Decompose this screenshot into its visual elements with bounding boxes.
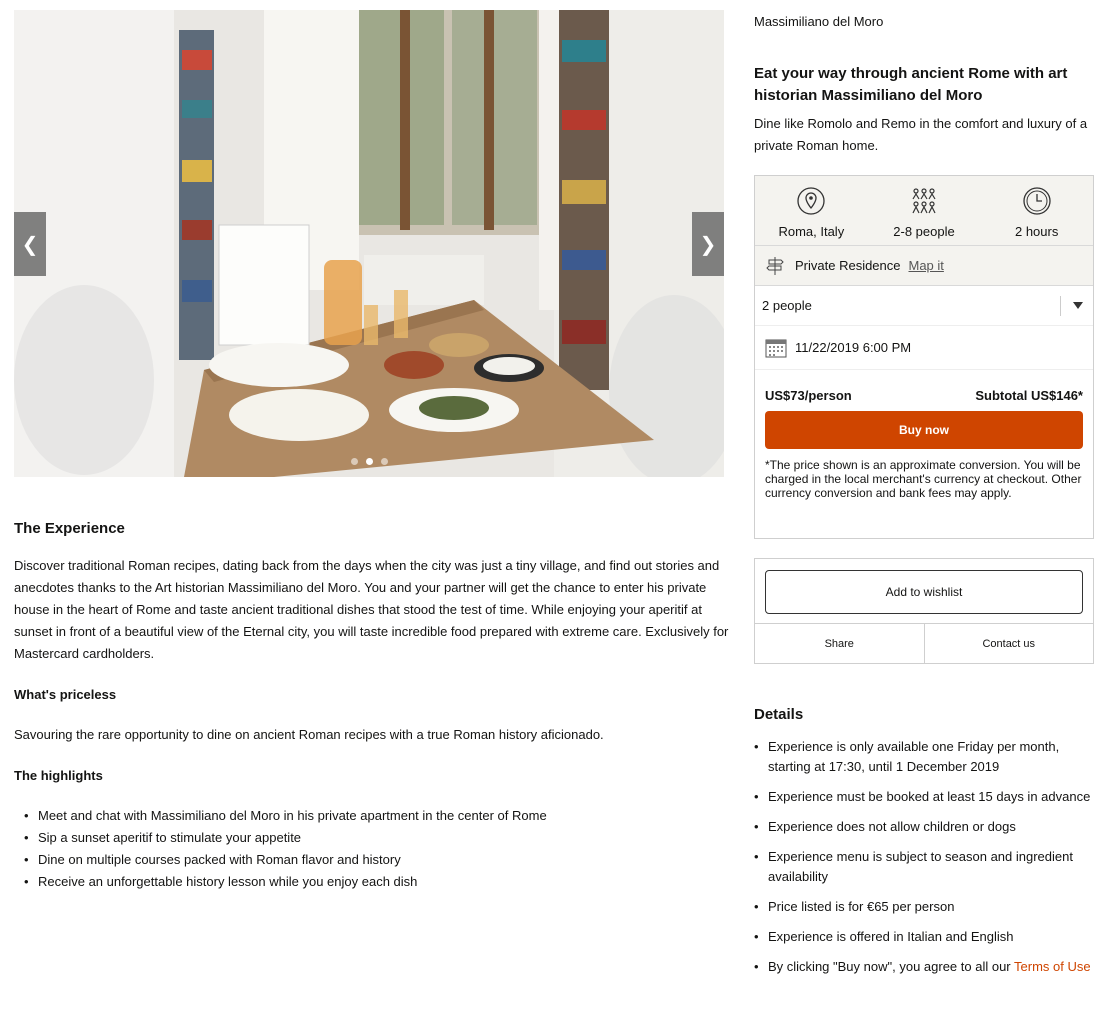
experience-content [14,520,734,893]
list-item: • Dine on multiple courses packed with Roman flavor and history [24,849,734,871]
share-row [755,623,1093,663]
duration-label: 2 hours [1014,224,1059,239]
calendar-icon [765,337,787,359]
highlights-list [14,805,734,893]
details-title: Details [754,706,804,723]
fact-duration [980,176,1093,245]
venue-row [755,246,1093,286]
price-per-person: US$73/person [765,388,852,403]
priceless-title: What's priceless [14,687,117,702]
buy-now-button[interactable]: Buy now [765,411,1083,449]
details-section [754,706,1094,987]
share-button[interactable]: Share [755,624,925,663]
contact-us-button[interactable]: Contact us [982,637,1036,650]
price-disclaimer: *The price shown is an approximate conversion. You will be charged in the local merchant's currency at checkout. Other currency conversion and bank fees may apply. [765,458,1082,500]
list-item-terms [754,957,1094,977]
date-picker[interactable] [755,326,1093,370]
venue-label: Private Residence [795,258,901,273]
people-icon [909,186,939,216]
page-title: Eat your way through ancient Rome with art historian Massimiliano del Moro [754,65,1068,104]
chevron-left-icon: ❮ [21,233,39,256]
actions-panel [754,558,1094,664]
list-item: • Experience is only available one Friday per month, starting at 17:30, until 1 December 2019 [754,737,1094,777]
gallery-dots [14,458,724,465]
list-item: • Experience is offered in Italian and English [754,927,1094,947]
price-row [755,370,1093,403]
facts-row [755,176,1093,246]
experience-title: The Experience [14,520,125,537]
list-item: • Sip a sunset aperitif to stimulate your appetite [24,827,734,849]
terms-prefix: By clicking "Buy now", you agree to all our [768,959,1015,974]
people-select[interactable] [755,286,1093,326]
gallery-next-button[interactable] [692,212,724,276]
page-subtitle: Dine like Romolo and Remo in the comfort and luxury of a private Roman home. [754,116,1088,153]
subtotal: Subtotal US$146* [975,388,1083,403]
gallery-dot[interactable] [381,458,388,465]
highlights-title: The highlights [14,768,103,783]
experience-description: Discover traditional Roman recipes, dating back from the days when the city was just a tiny village, and find out stories and anecdotes thanks to the Art historian Massimiliano del Moro. You and your partner will get the chance to enter his private house in the heart of Rome and taste ancient traditional dishes that stood the test of time. While enjoying your aperitif at sunset in front of a beautiful view of the Eternal city, you will taste incredible food prepared with extreme care. Exclusively for Mastercard cardholders. [14,558,729,661]
clock-icon [1022,186,1052,216]
location-label: Roma, Italy [778,224,845,239]
chevron-down-icon [1073,302,1083,309]
people-select-value: 2 people [762,298,812,313]
booking-panel [754,175,1094,539]
experience-header [754,10,1094,157]
gallery-dot-active[interactable] [366,458,373,465]
details-list [754,737,1094,977]
list-item: • Experience must be booked at least 15 days in advance [754,787,1094,807]
list-item: • Experience menu is subject to season and ingredient availability [754,847,1094,887]
people-label: 2-8 people [893,224,955,239]
add-to-wishlist-button[interactable]: Add to wishlist [765,570,1083,614]
host-name: Massimiliano del Moro [754,14,884,29]
gallery-dot[interactable] [351,458,358,465]
fact-location [755,176,868,245]
priceless-text: Savouring the rare opportunity to dine on ancient Roman recipes with a true Roman history aficionado. [14,727,604,742]
list-item: • Price listed is for €65 per person [754,897,1094,917]
date-value: 11/22/2019 6:00 PM [795,340,912,355]
gallery-prev-button[interactable] [14,212,46,276]
map-it-link[interactable]: Map it [908,258,944,273]
fact-people [868,176,981,245]
photo-gallery [14,10,724,477]
experience-photo [14,10,724,477]
select-divider [1060,296,1061,316]
list-item: • Meet and chat with Massimiliano del Moro in his private apartment in the center of Rome [24,805,734,827]
list-item: • Receive an unforgettable history lesson while you enjoy each dish [24,871,734,893]
list-item: • Experience does not allow children or dogs [754,817,1094,837]
terms-of-use-link[interactable]: Terms of Use [1014,959,1091,974]
chevron-right-icon: ❯ [699,233,717,256]
signpost-icon [765,256,785,276]
location-pin-icon [796,186,826,216]
